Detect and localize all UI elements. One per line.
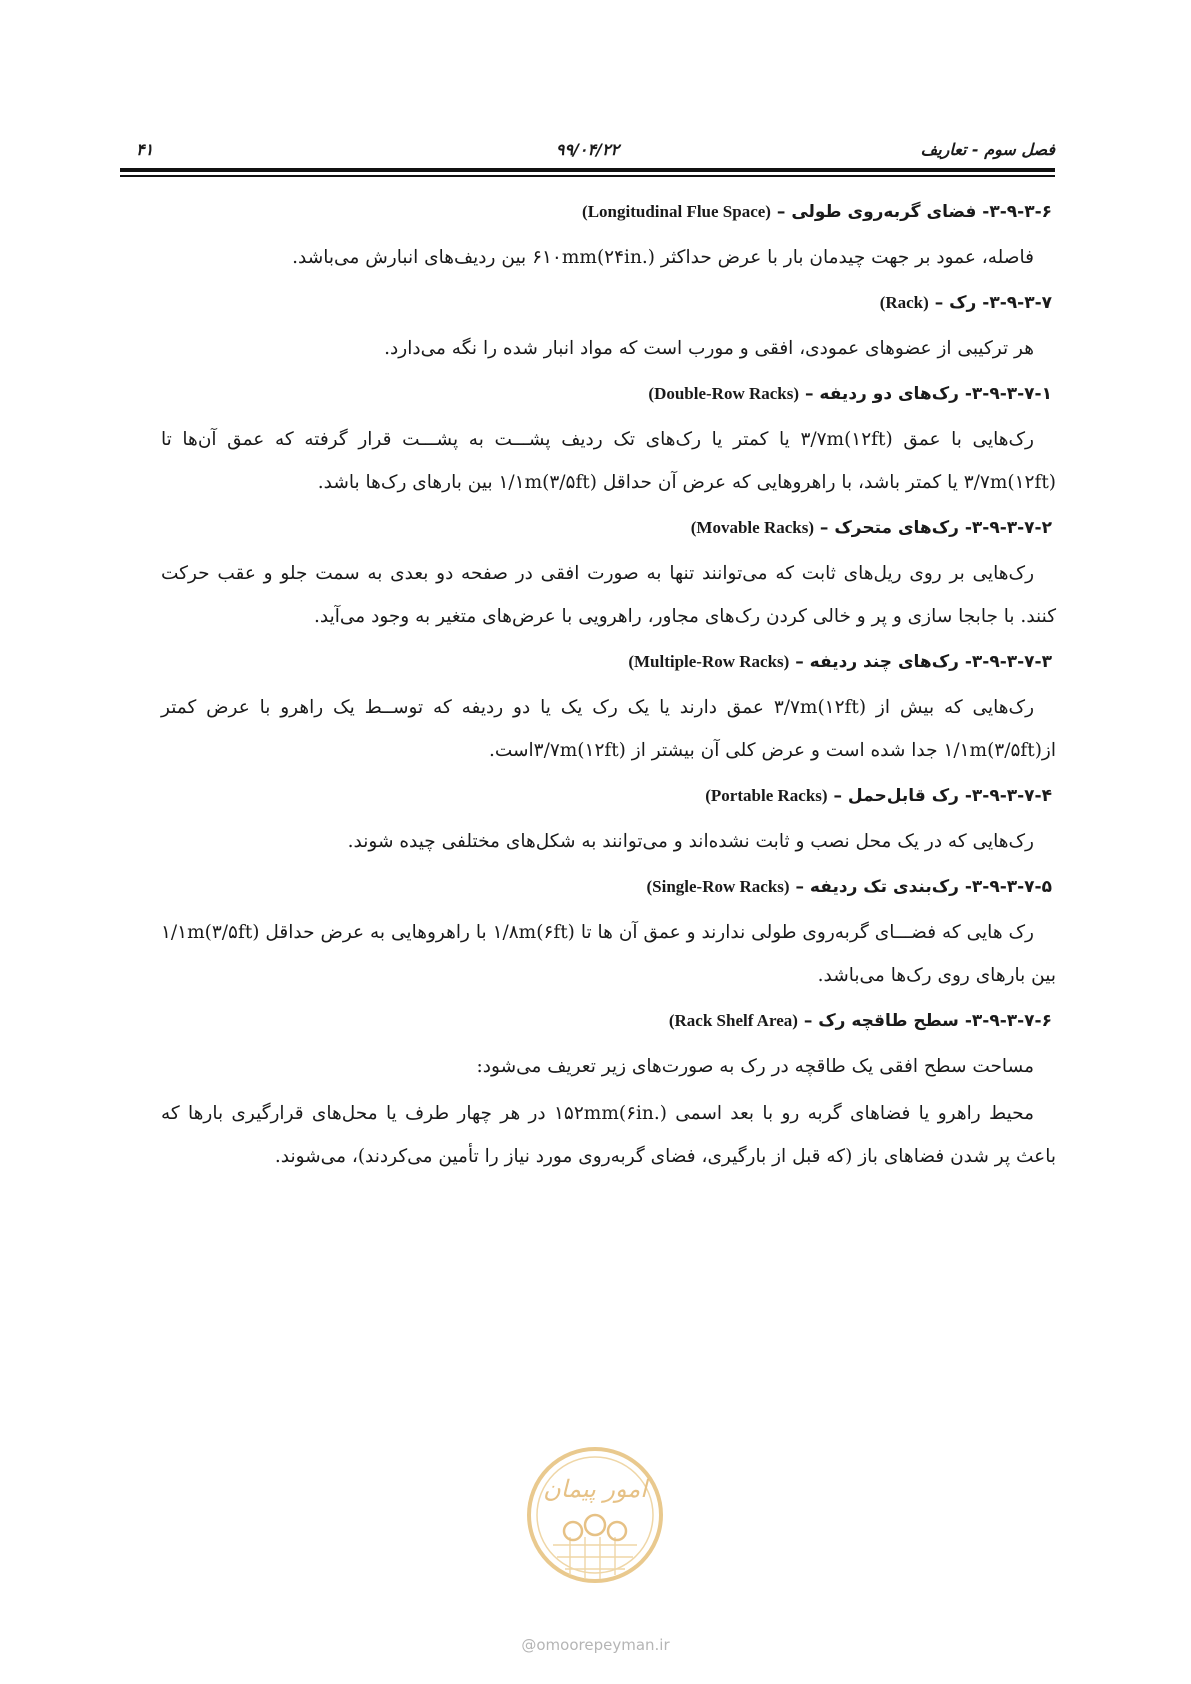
section-number: ۳-۹-۳-۷-۶- bbox=[964, 1011, 1052, 1031]
section-english-term: (Rack) bbox=[879, 293, 929, 312]
section-heading: ۳-۹-۳-۷-۴- رک قابل‌حمل – (Portable Racks) bbox=[705, 786, 1052, 806]
section-number: ۳-۹-۳-۷-۱- bbox=[964, 384, 1052, 404]
page-header bbox=[120, 140, 1055, 170]
section-number: ۳-۹-۳-۷-۲- bbox=[964, 518, 1052, 538]
section-number: ۳-۹-۳-۷-۳- bbox=[964, 652, 1052, 672]
section-number: ۳-۹-۳-۷-۵- bbox=[964, 877, 1052, 897]
section-paragraph: رک‌هایی که بیش از ۳/۷m(۱۲ft) عمق دارند یا یک رک یک یا دو ردیفه که توســط یک راهرو با عرض کمتر از۱/۱m(۳/۵ft) جدا شده است و عرض کلی آن بیشتر از ۳/۷m(۱۲ft)است. bbox=[161, 697, 1056, 761]
definition-section bbox=[161, 1009, 1056, 1178]
header-rule-thick bbox=[120, 168, 1055, 172]
definition-section bbox=[161, 650, 1056, 772]
section-paragraph: رک‌هایی که در یک محل نصب و ثابت نشده‌اند و می‌توانند به شکل‌های مختلفی چیده شوند. bbox=[347, 831, 1034, 852]
definition-section bbox=[161, 382, 1056, 504]
section-heading: ۳-۹-۳-۷-۲- رک‌های متحرک – (Movable Racks) bbox=[690, 518, 1052, 538]
section-paragraph: فاصله، عمود بر جهت چیدمان بار با عرض حداکثر ۶۱۰mm(۲۴in.) بین ردیف‌های انبارش می‌باشد. bbox=[292, 247, 1034, 268]
header-date: ۹۹/۰۴/۲۲ bbox=[555, 140, 620, 159]
section-title: رک‌های دو ردیفه bbox=[819, 384, 959, 404]
definition-section bbox=[161, 875, 1056, 997]
section-paragraph: رک هایی که فضـــای گربه‌روی طولی ندارند و عمق آن ها تا ۱/۸m(۶ft) با راهروهایی به عرض حداقل ۱/۱m(۳/۵ft) بین بارهای روی رک‌ها می‌باشد. bbox=[161, 922, 1056, 986]
section-number: ۳-۹-۳-۷-۴- bbox=[964, 786, 1052, 806]
definition-section bbox=[161, 291, 1056, 370]
section-title: رک قابل‌حمل bbox=[847, 786, 959, 806]
section-paragraph: هر ترکیبی از عضوهای عمودی، افقی و مورب است که مواد انبار شده را نگه می‌دارد. bbox=[384, 338, 1034, 359]
section-heading: ۳-۹-۳-۶- فضای گربه‌روی طولی – (Longitudinal Flue Space) bbox=[582, 202, 1052, 222]
section-paragraph: مساحت سطح افقی یک طاقچه در رک به صورت‌های زیر تعریف می‌شود: bbox=[476, 1056, 1034, 1077]
section-heading: ۳-۹-۳-۷-۳- رک‌های چند ردیفه – (Multiple-Row Racks) bbox=[628, 652, 1052, 672]
definition-section bbox=[161, 200, 1056, 279]
website-watermark: @omoorepeyman.ir bbox=[521, 1636, 670, 1654]
chapter-title: فصل سوم - تعاریف bbox=[920, 140, 1055, 159]
definition-section bbox=[161, 516, 1056, 638]
section-heading: ۳-۹-۳-۷-۱- رک‌های دو ردیفه – (Double-Row Racks) bbox=[648, 384, 1052, 404]
section-english-term: (Single-Row Racks) bbox=[646, 877, 790, 896]
section-number: ۳-۹-۳-۶- bbox=[982, 202, 1052, 222]
section-heading: ۳-۹-۳-۷- رک – (Rack) bbox=[879, 293, 1052, 313]
section-title: رک‌بندی تک ردیفه bbox=[809, 877, 959, 897]
section-title: سطح طاقچه رک bbox=[818, 1011, 959, 1031]
section-paragraph: محیط راهرو یا فضاهای گربه رو با بعد اسمی ۱۵۲mm(۶in.) در هر چهار طرف یا محل‌های قرارگیری بارها که باعث پر شدن فضاهای باز (که قبل از بارگیری، فضای گربه‌روی مورد نیاز را تأمین می‌کردند)، می‌شوند. bbox=[161, 1103, 1056, 1167]
logo-text: امور پیمان bbox=[543, 1475, 647, 1503]
section-paragraph: رک‌هایی با عمق ۳/۷m(۱۲ft) یا کمتر یا رک‌های تک ردیف پشـــت به پشـــت قرار گرفته که عمق آن‌ها تا ۳/۷m(۱۲ft) یا کمتر باشد، با راهروهایی که عرض آن حداقل ۱/۱m(۳/۵ft) بین بارهای رک‌ها باشد. bbox=[161, 429, 1056, 493]
section-title: رک‌های متحرک bbox=[834, 518, 959, 538]
section-english-term: (Portable Racks) bbox=[705, 786, 828, 805]
section-english-term: (Longitudinal Flue Space) bbox=[582, 202, 771, 221]
section-english-term: (Double-Row Racks) bbox=[648, 384, 800, 403]
document-body bbox=[161, 188, 1056, 1182]
header-rule-thin bbox=[120, 175, 1055, 177]
section-english-term: (Rack Shelf Area) bbox=[668, 1011, 798, 1030]
section-english-term: (Movable Racks) bbox=[690, 518, 814, 537]
section-paragraph: رک‌هایی بر روی ریل‌های ثابت که می‌توانند تنها به صورت افقی در صفحه دو بعدی به سمت جلو و عقب حرکت کنند. با جابجا سازی و پر و خالی کردن رک‌های مجاور، راهرویی با عرض‌های متغیر به وجود می‌آید. bbox=[161, 563, 1056, 627]
omoore-peyman-seal-icon bbox=[525, 1445, 665, 1585]
section-heading: ۳-۹-۳-۷-۶- سطح طاقچه رک – (Rack Shelf Area) bbox=[668, 1011, 1052, 1031]
definition-section bbox=[161, 784, 1056, 863]
section-title: رک‌های چند ردیفه bbox=[809, 652, 959, 672]
section-number: ۳-۹-۳-۷- bbox=[982, 293, 1052, 313]
section-heading: ۳-۹-۳-۷-۵- رک‌بندی تک ردیفه – (Single-Row Racks) bbox=[646, 877, 1052, 897]
section-title: رک bbox=[949, 293, 977, 313]
section-title: فضای گربه‌روی طولی bbox=[791, 202, 977, 222]
page-number: ۴۱ bbox=[136, 140, 154, 159]
section-english-term: (Multiple-Row Racks) bbox=[628, 652, 790, 671]
